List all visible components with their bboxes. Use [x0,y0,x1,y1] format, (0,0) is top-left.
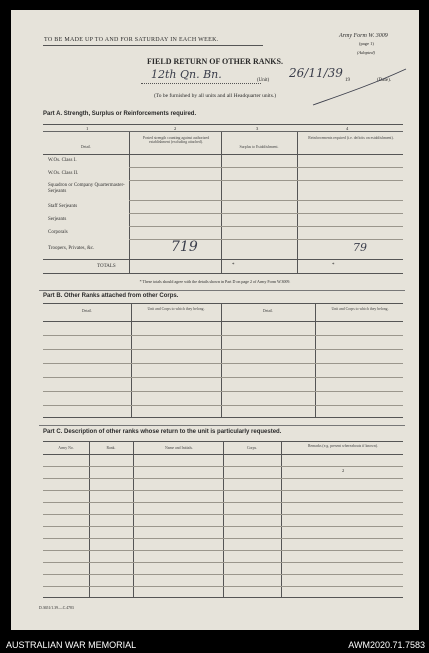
col-divider [129,131,130,273]
col-divider [221,131,222,273]
row-line [129,167,403,168]
row-line [43,349,403,350]
table-top-border [43,303,403,304]
part-b-heading: Part B. Other Ranks attached from other Corps. [43,293,179,299]
section-divider [39,425,405,426]
row-line [43,502,403,503]
stray-mark: 2 [342,468,345,473]
col-header-army-no: Army No. [58,446,74,450]
part-a-heading: Part A. Strength, Surplus or Reinforcements required. [43,111,197,117]
footer-accession-number: AWM2020.71.7583 [348,640,425,650]
row-line [43,335,403,336]
col-header-detail: Detail. [262,309,274,313]
date-handwritten: 26/11/39 [289,66,343,80]
col-number: 2 [174,126,177,131]
row-line [43,417,403,418]
troopers-reinforcements-value: 79 [353,241,367,254]
col-header-rank: Rank. [106,446,116,450]
row-line [43,405,403,406]
signature-stroke [311,65,411,110]
form-id: Army Form W. 3009 [339,33,388,39]
row-line [43,526,403,527]
form-adapted: (Adapted) [357,50,375,55]
row-line [43,377,403,378]
row-line [43,466,403,467]
row-line [43,586,403,587]
row-line [43,478,403,479]
row-line [129,213,403,214]
totals-label: TOTALS [97,264,116,269]
row-line [43,490,403,491]
row-line [43,597,403,598]
row-label: Corporals [48,230,68,235]
row-label: W.Os. Class II. [48,171,79,176]
row-line [43,514,403,515]
asterisk-mark: * [332,263,335,268]
row-line [129,180,403,181]
col-divider [297,131,298,273]
print-code: D.3651/1.39.—C.4783 [39,606,74,610]
col-header-name: Name and Initials. [165,446,193,450]
row-line [129,200,403,201]
col-header-strength: Posted strength counting against authorized establishment (excluding attached). [142,136,210,145]
totals-note: * These totals should agree with the details shown in Part D on page 2 of Army Form W.3009. [139,279,291,284]
asterisk-mark: * [232,263,235,268]
unit-label: (Unit) [257,78,270,83]
col-header-surplus: Surplus to Establishment. [239,145,279,149]
date-label: (Date). [377,78,392,83]
footer-institution: AUSTRALIAN WAR MEMORIAL [6,640,137,650]
row-line [43,454,403,455]
col-number: 1 [86,126,89,131]
row-line [43,550,403,551]
row-line [43,321,403,322]
col-header-detail: Detail. [81,309,93,313]
row-line [43,131,403,132]
row-line [43,391,403,392]
troopers-strength-value: 719 [171,239,198,255]
form-sheet [11,10,419,630]
row-line [43,154,403,155]
table-top-border [43,124,403,125]
row-line [43,363,403,364]
form-title: FIELD RETURN OF OTHER RANKS. [147,57,283,66]
row-line [43,574,403,575]
row-label: Troopers, Privates, &c. [48,246,95,251]
row-line [43,259,403,260]
row-line [43,562,403,563]
col-number: 4 [346,126,349,131]
row-line [43,273,403,274]
unit-line [141,83,261,84]
col-header-unit-corps: Unit and Corps to which they belong. [147,307,205,311]
section-divider [39,290,405,291]
row-line [129,226,403,227]
top-instruction: TO BE MADE UP TO AND FOR SATURDAY IN EACH WEEK. [44,37,219,43]
row-label: Staff Serjeants [48,204,78,209]
col-header-corps: Corps. [246,446,258,450]
year-prefix: 19 [345,78,350,83]
part-c-heading: Part C. Description of other ranks whose return to the unit is particularly requested. [43,429,282,435]
row-label: Squadron or Company Quartermaster-Serjeants [48,183,125,194]
unit-handwritten: 12th Qn. Bn. [151,68,222,81]
form-page: (page 1) [359,41,374,46]
row-label: W.Os. Class I. [48,158,77,163]
col-header-detail: Detail. [80,145,92,149]
furnished-note: (To be furnished by all units and all Headquarter units.) [153,93,277,99]
row-label: Serjeants [48,217,67,222]
col-header-reinforcements: Reinforcements required (i.e. deficits on establishment). [308,136,394,140]
col-header-unit-corps: Unit and Corps to which they belong. [331,307,389,311]
col-header-remarks: Remarks (e.g. present whereabouts if known). [307,444,378,448]
divider [43,45,263,46]
col-number: 3 [256,126,259,131]
row-line [43,538,403,539]
